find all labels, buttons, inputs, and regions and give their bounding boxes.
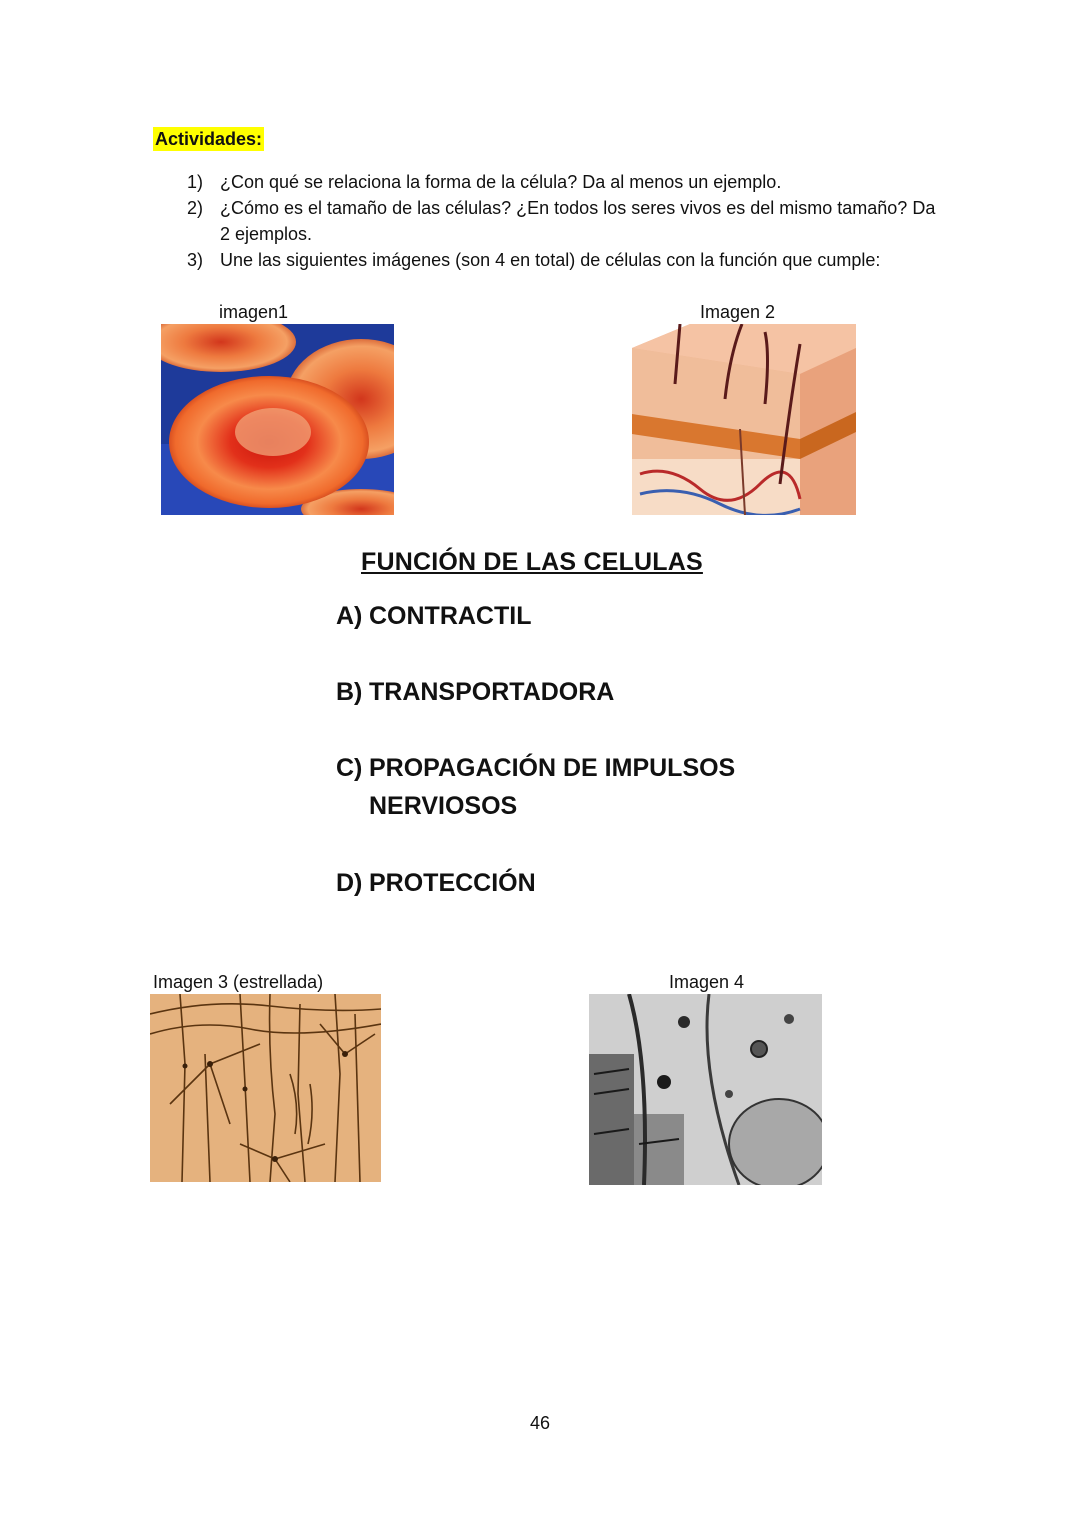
question-text: Une las siguientes imágenes (son 4 en total) de células con la función que cumple: [220, 250, 881, 270]
image3-caption: Imagen 3 (estrellada) [153, 972, 324, 992]
micrograph-image [589, 994, 822, 1185]
page-number: 46 [529, 1413, 551, 1433]
functions-title: FUNCIÓN DE LAS CELULAS [361, 548, 703, 576]
question-number: 1) [187, 172, 204, 192]
question-text: ¿Cómo es el tamaño de las células? ¿En todos los seres vivos es del mismo tamaño? Da [220, 198, 936, 218]
image2-caption: Imagen 2 [700, 302, 776, 322]
function-text: PROTECCIÓN [369, 869, 536, 897]
image1-caption: imagen1 [219, 302, 289, 322]
red-blood-cells-image [161, 324, 394, 515]
function-letter: B) [336, 678, 363, 706]
function-item-a [336, 597, 756, 635]
function-text: PROPAGACIÓN DE IMPULSOS [369, 754, 736, 782]
function-letter: A) [336, 602, 363, 630]
function-letter: C) [336, 754, 363, 782]
function-text: CONTRACTIL [369, 602, 532, 630]
image4-caption: Imagen 4 [669, 972, 745, 992]
function-letter: D) [336, 869, 363, 897]
question-number: 2) [187, 198, 204, 218]
function-text-continued: NERVIOSOS [369, 792, 518, 820]
neurons-image [150, 994, 381, 1182]
function-item-c [336, 749, 756, 825]
activities-heading: Actividades: [155, 129, 263, 149]
question-number: 3) [187, 250, 204, 270]
question-text-continued: 2 ejemplos. [220, 224, 313, 244]
question-text: ¿Con qué se relaciona la forma de la célula? Da al menos un ejemplo. [220, 172, 782, 192]
function-item-d [336, 864, 756, 902]
skin-tissue-image [630, 324, 858, 515]
function-text: TRANSPORTADORA [369, 678, 615, 706]
function-item-b [336, 673, 756, 711]
